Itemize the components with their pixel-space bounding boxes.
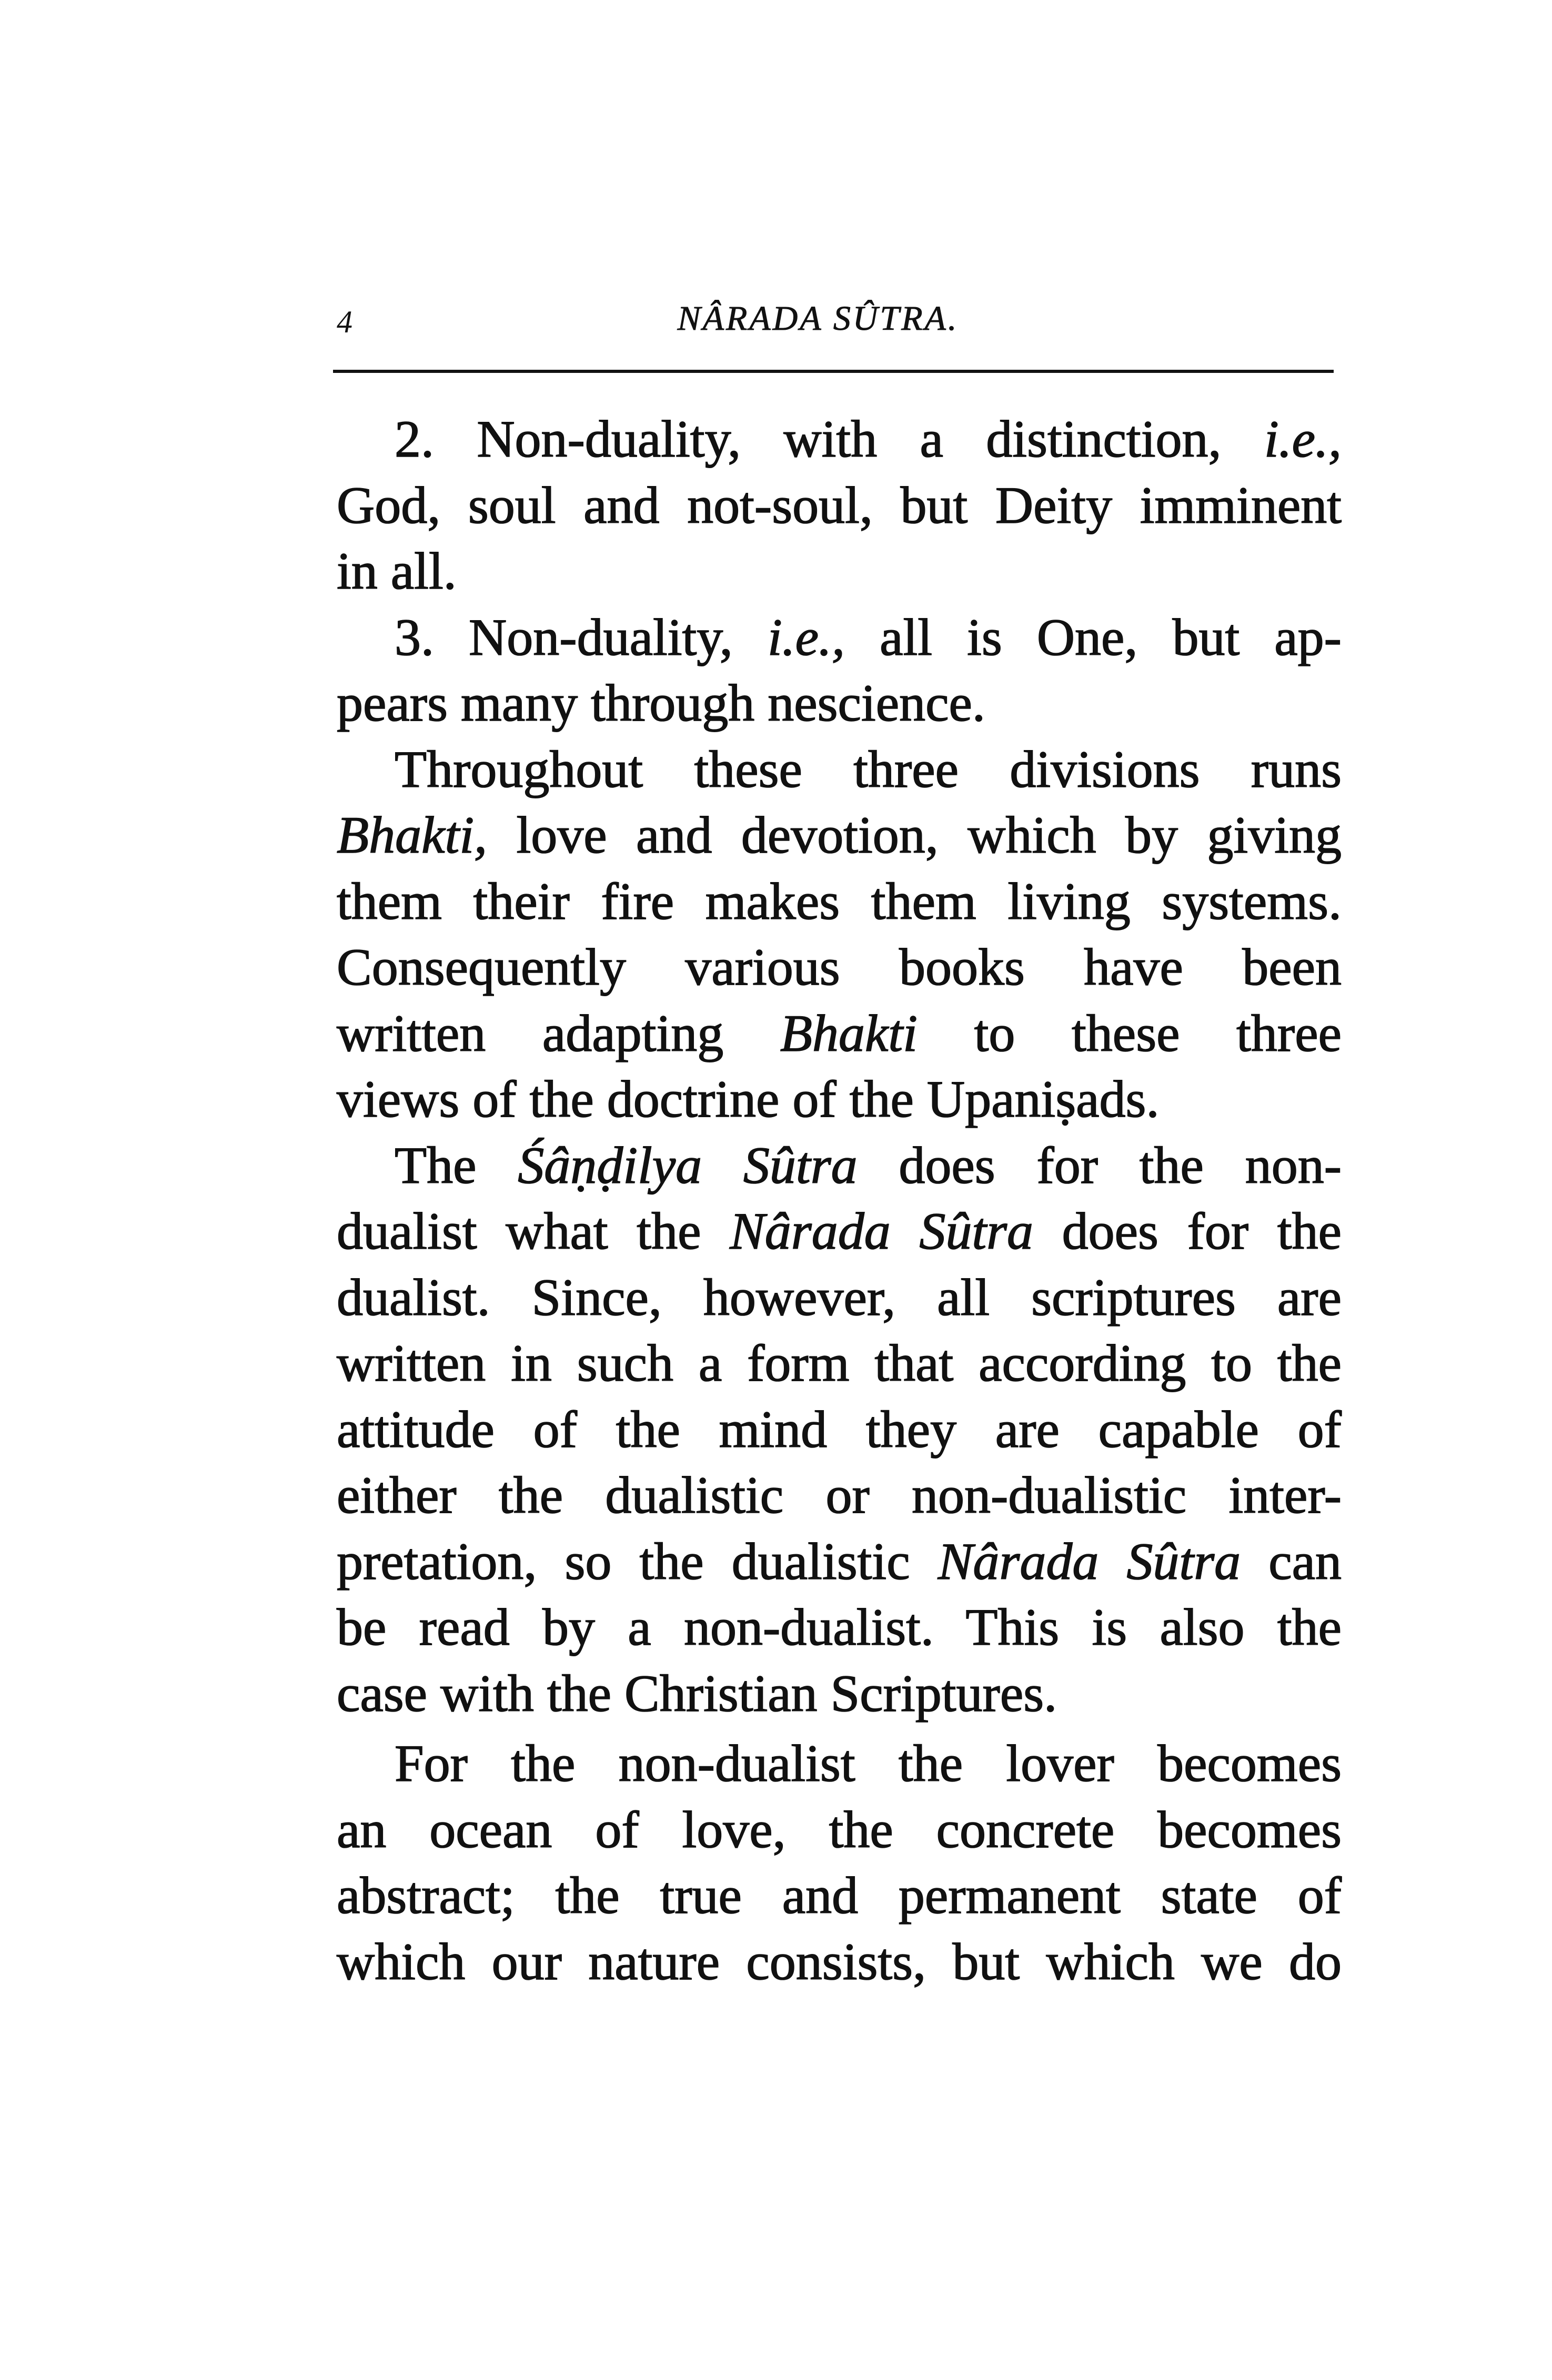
text-segment: can xyxy=(1241,1532,1342,1591)
text-segment: in all. xyxy=(337,542,457,600)
text-line xyxy=(337,604,1342,671)
text-line xyxy=(337,1730,1342,1797)
italic-text: i.e., xyxy=(1264,410,1342,468)
text-segment: which our nature consists, but which we do xyxy=(337,1932,1342,1991)
text-segment: written in such a form that according to the xyxy=(337,1334,1342,1392)
text-segment: pears many through nescience. xyxy=(337,674,985,732)
text-line xyxy=(337,802,1342,868)
text-segment: to these three xyxy=(917,1004,1342,1062)
text-segment: be read by a non-dualist. This is also the xyxy=(337,1598,1342,1656)
italic-text: Śâṇḍilya Sûtra xyxy=(518,1136,858,1194)
text-line xyxy=(337,1462,1342,1528)
text-segment: them their fire makes them living systems. xyxy=(337,872,1342,930)
text-segment: attitude of the mind they are capable of xyxy=(337,1400,1342,1459)
text-line xyxy=(337,1396,1342,1463)
text-line xyxy=(337,1264,1342,1331)
body-text xyxy=(337,406,1342,1994)
text-line xyxy=(337,868,1342,935)
text-line xyxy=(337,1330,1342,1396)
text-segment: love and devotion, which by giving xyxy=(487,806,1342,864)
text-segment: either the dualistic or non-dualistic inter- xyxy=(337,1466,1342,1524)
text-line xyxy=(337,736,1342,803)
running-title: NÂRADA SÛTRA. xyxy=(677,299,959,338)
header-rule xyxy=(333,370,1334,373)
text-segment: abstract; the true and permanent state of xyxy=(337,1866,1342,1925)
text-segment: views of the doctrine of the Upaniṣads. xyxy=(337,1070,1160,1128)
text-segment: does for the xyxy=(1033,1202,1342,1260)
italic-text: Bhakti, xyxy=(337,806,488,864)
text-line xyxy=(337,472,1342,539)
text-segment: God, soul and not-soul, but Deity imminent xyxy=(337,475,1342,534)
text-line xyxy=(337,1132,1342,1199)
text-segment: The xyxy=(395,1136,518,1194)
text-segment: case with the Christian Scriptures. xyxy=(337,1664,1057,1723)
text-line xyxy=(337,670,1342,736)
text-line xyxy=(337,1929,1342,1995)
text-line xyxy=(337,1198,1342,1264)
text-segment: all is One, but ap- xyxy=(845,607,1342,666)
text-line xyxy=(337,934,1342,1000)
text-segment: Consequently various books have been xyxy=(337,938,1342,996)
italic-text: Nârada Sûtra xyxy=(938,1532,1241,1591)
text-segment: written adapting xyxy=(337,1004,780,1062)
text-segment: 2. Non-duality, with a distinction, xyxy=(395,410,1264,468)
text-line xyxy=(337,1000,1342,1067)
text-line xyxy=(337,538,1342,604)
text-segment: dualist. Since, however, all scriptures are xyxy=(337,1268,1342,1326)
text-segment: does for the non- xyxy=(857,1136,1342,1194)
text-segment: For the non-dualist the lover becomes xyxy=(395,1734,1342,1792)
text-segment: 3. Non-duality, xyxy=(395,607,768,666)
text-segment: pretation, so the dualistic xyxy=(337,1532,938,1591)
text-segment: dualist what the xyxy=(337,1202,730,1260)
text-line xyxy=(337,1594,1342,1660)
text-segment: Throughout these three divisions runs xyxy=(395,740,1342,798)
text-line xyxy=(337,406,1342,472)
text-line xyxy=(337,1862,1342,1929)
text-line xyxy=(337,1528,1342,1595)
text-line xyxy=(337,1066,1342,1132)
italic-text: Bhakti xyxy=(780,1004,918,1062)
page-number: 4 xyxy=(337,305,352,339)
italic-text: i.e., xyxy=(767,607,845,666)
text-line xyxy=(337,1660,1342,1727)
text-line xyxy=(337,1797,1342,1863)
italic-text: Nârada Sûtra xyxy=(730,1202,1034,1260)
text-segment: an ocean of love, the concrete becomes xyxy=(337,1800,1342,1859)
